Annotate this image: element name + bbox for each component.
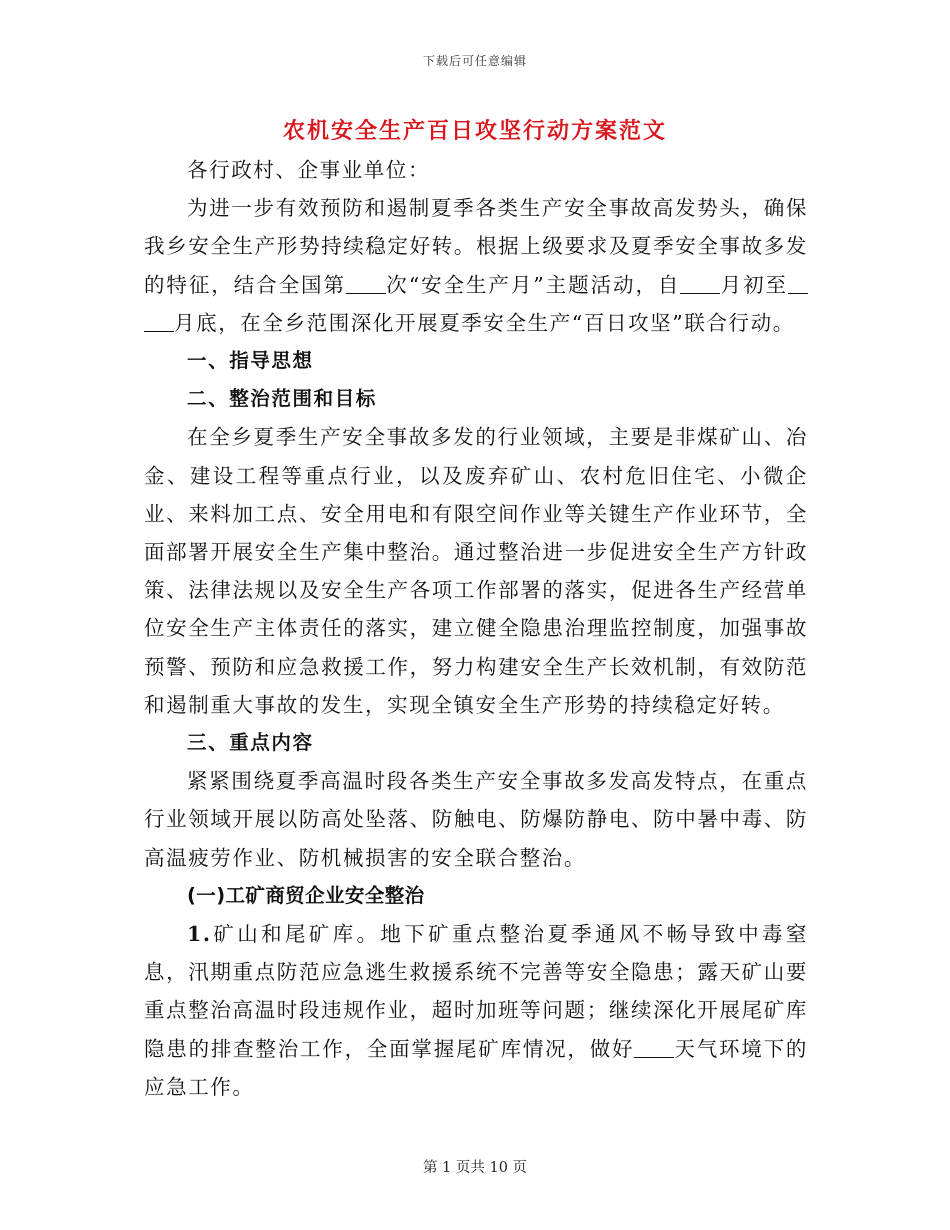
blank-field-end-month-b bbox=[144, 313, 174, 332]
subsection-heading-industrial: (一)工矿商贸企业安全整治 bbox=[187, 883, 425, 907]
blank-field-start-month bbox=[680, 275, 720, 294]
intro-text-4: 月底，在全乡范围深化开展夏季安全生产“百日攻坚”联合行动。 bbox=[174, 310, 795, 335]
section-body-scope-goals: 在全乡夏季生产安全事故多发的行业领域，主要是非煤矿山、冶金、建设工程等重点行业，以及废弃矿山、农村危旧住宅、小微企业、来料加工点、安全用电和有限空间作业等关键生产作业环节，全面部署开展安全生产集中整治。通过整治进一步促进安全生产方针政策、法律法规以及安全生产各项工作部署的落实，促进各生产经营单位安全生产主体责任的落实，建立健全隐患治理监控制度，加强事故预警、预防和应急救援工作，努力构建安全生产长效机制，有效防范和遏制重大事故的发生，实现全镇安全生产形势的持续稳定好转。 bbox=[144, 425, 808, 717]
intro-text-1: 为进一步有效预防和遏制夏季各类生产安全事故高发势头，确保我乡安全生产形势持续稳定好转。根据上级要求及夏季安全事故多发的特征，结合全国第 bbox=[144, 196, 808, 297]
blank-field-end-month-a bbox=[788, 275, 808, 294]
item-mines-tailings bbox=[144, 915, 808, 1106]
section-heading-key-content: 三、重点内容 bbox=[187, 731, 314, 755]
blank-field-weather bbox=[634, 1039, 674, 1058]
intro-text-3: 月初至 bbox=[720, 272, 788, 297]
section-body-key-content: 紧紧围绕夏季高温时段各类生产安全事故多发高发特点，在重点行业领域开展以防高处坠落、防触电、防爆防静电、防中暑中毒、防高温疲劳作业、防机械损害的安全联合整治。 bbox=[144, 769, 808, 870]
section-heading-scope-goals: 二、整治范围和目标 bbox=[187, 387, 377, 411]
document-body bbox=[144, 151, 808, 1106]
page-number-footer: 第 1 页共 10 页 bbox=[422, 1160, 528, 1176]
item-text-2: 天气环境下的应急工作。 bbox=[144, 1036, 808, 1099]
intro-paragraph bbox=[144, 189, 808, 342]
blank-field-edition bbox=[346, 275, 386, 294]
header-note: 下载后可任意编辑 bbox=[422, 54, 527, 68]
salutation: 各行政村、企事业单位： bbox=[187, 158, 431, 182]
document-title: 农机安全生产百日攻坚行动方案范文 bbox=[282, 118, 667, 144]
intro-text-2: 次“安全生产月”主题活动，自 bbox=[385, 272, 681, 297]
item-text-1: 矿山和尾矿库。地下矿重点整治夏季通风不畅导致中毒窒息，汛期重点防范应急逃生救援系统不完善等安全隐患；露天矿山要重点整治高温时段违规作业，超时加班等问题；继续深化开展尾矿库隐患的排查整治工作，全面掌握尾矿库情况，做好 bbox=[144, 922, 808, 1061]
item-number: 1. bbox=[187, 922, 212, 947]
section-heading-guiding-ideology: 一、指导思想 bbox=[187, 349, 314, 373]
